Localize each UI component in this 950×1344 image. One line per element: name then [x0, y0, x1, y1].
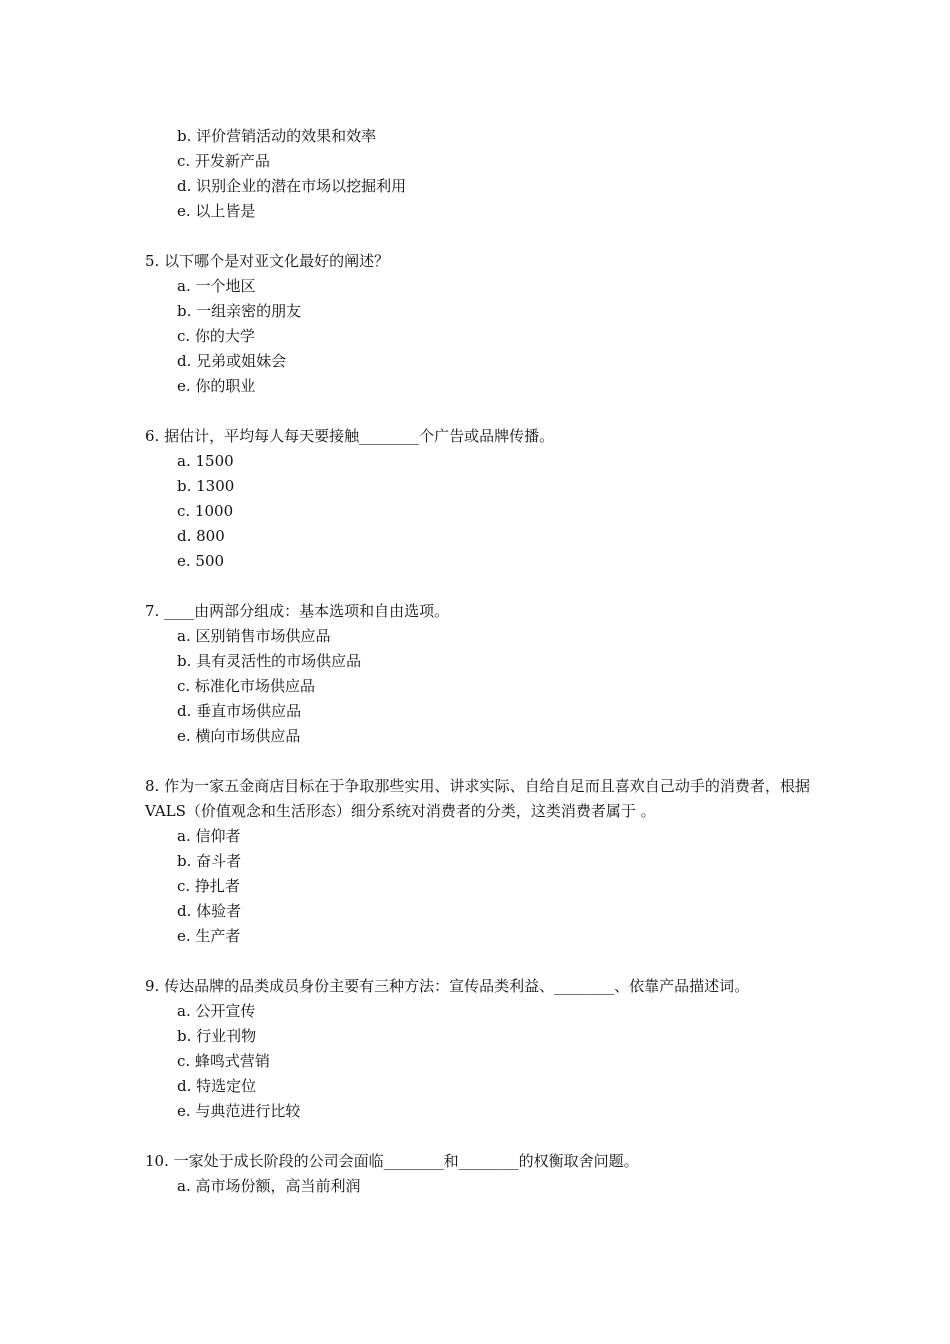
option: a. 区别销售市场供应品: [177, 627, 331, 645]
option: c. 1000: [177, 502, 234, 520]
option: b. 具有灵活性的市场供应品: [177, 652, 362, 670]
option: d. 识别企业的潜在市场以挖掘利用: [177, 177, 407, 195]
option: c. 蜂鸣式营销: [177, 1052, 270, 1070]
option-list: [145, 1174, 810, 1199]
top-option-list: [145, 124, 810, 224]
question-text: 6. 据估计，平均每人每天要接触________个广告或品牌传播。: [145, 427, 555, 445]
option: e. 以上皆是: [177, 202, 256, 220]
option: b. 行业刊物: [177, 1027, 257, 1045]
option: c. 标准化市场供应品: [177, 677, 315, 695]
option: e. 你的职业: [177, 377, 256, 395]
option: a. 1500: [177, 452, 234, 470]
option: e. 横向市场供应品: [177, 727, 301, 745]
question-7: [145, 599, 810, 749]
question-text: 10. 一家处于成长阶段的公司会面临________和________的权衡取舍问题。: [145, 1152, 639, 1170]
question-10: [145, 1149, 810, 1199]
option: e. 与典范进行比较: [177, 1102, 301, 1120]
question-text: 8. 作为一家五金商店目标在于争取那些实用、讲求实际、自给自足而且喜欢自己动手的消费者，根据 VALS（价值观念和生活形态）细分系统对消费者的分类，这类消费者属于 。: [145, 777, 810, 820]
question-9: [145, 974, 810, 1124]
option: d. 800: [177, 527, 225, 545]
option: c. 挣扎者: [177, 877, 240, 895]
option: b. 一组亲密的朋友: [177, 302, 302, 320]
option: d. 兄弟或姐妹会: [177, 352, 287, 370]
option: c. 你的大学: [177, 327, 255, 345]
option: c. 开发新产品: [177, 152, 270, 170]
option: b. 评价营销活动的效果和效率: [177, 127, 377, 145]
option-list: [145, 824, 810, 949]
option: a. 公开宣传: [177, 1002, 256, 1020]
option-list: [145, 624, 810, 749]
option: b. 奋斗者: [177, 852, 242, 870]
question-text: 7. ____由两部分组成：基本选项和自由选项。: [145, 602, 450, 620]
option: e. 500: [177, 552, 225, 570]
option: a. 高市场份额，高当前利润: [177, 1177, 361, 1195]
option: a. 信仰者: [177, 827, 241, 845]
question-text: 5. 以下哪个是对亚文化最好的阐述？: [145, 252, 390, 270]
option: d. 特选定位: [177, 1077, 257, 1095]
question-text: 9. 传达品牌的品类成员身份主要有三种方法：宣传品类利益、________、依靠产品描述词。: [145, 977, 750, 995]
option: d. 垂直市场供应品: [177, 702, 302, 720]
option: e. 生产者: [177, 927, 241, 945]
option-list: [145, 999, 810, 1124]
option: b. 1300: [177, 477, 235, 495]
question-5: [145, 249, 810, 399]
question-6: [145, 424, 810, 574]
option-list: [145, 449, 810, 574]
exam-page: [145, 124, 810, 1199]
option: a. 一个地区: [177, 277, 256, 295]
option: d. 体验者: [177, 902, 242, 920]
question-8: [145, 774, 810, 949]
option-list: [145, 274, 810, 399]
